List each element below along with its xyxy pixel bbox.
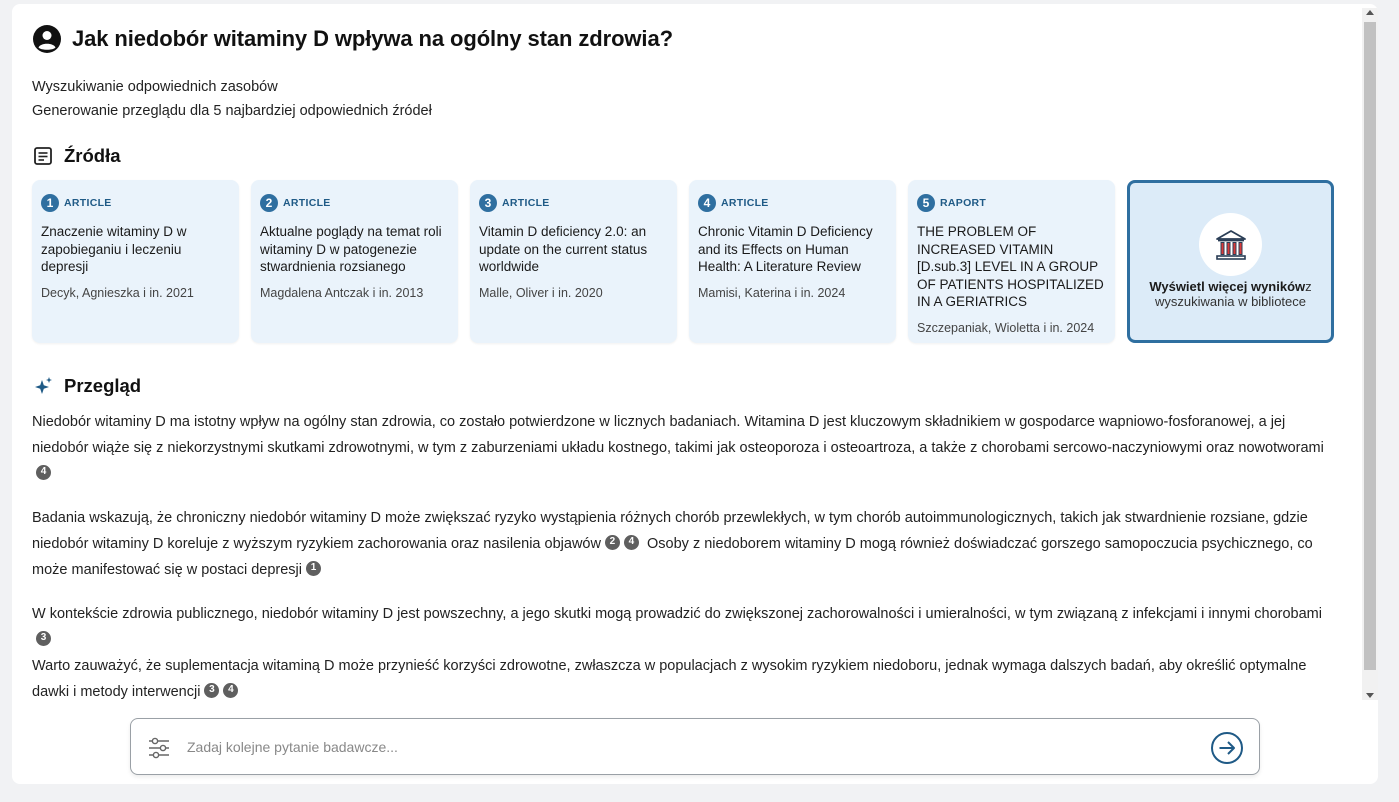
library-building-icon bbox=[1212, 226, 1250, 264]
overview-sentence: Osoby z niedoborem witaminy D mogą również doświadczać gorszego samopoczucia psychicznego, co może manifestować się w postaci depresji bbox=[32, 536, 1313, 578]
overview-paragraph-2 bbox=[32, 505, 1332, 583]
overview-heading bbox=[32, 375, 141, 397]
vertical-scrollbar[interactable] bbox=[1362, 8, 1378, 700]
status-searching: Wyszukiwanie odpowiednich zasobów bbox=[32, 79, 278, 95]
status-generating: Generowanie przeglądu dla 5 najbardziej odpowiednich źródeł bbox=[32, 103, 432, 119]
citation-badge[interactable]: 3 bbox=[36, 631, 51, 646]
citation-badge[interactable]: 2 bbox=[605, 535, 620, 550]
status-messages bbox=[32, 75, 432, 123]
scroll-down-arrow-icon[interactable] bbox=[1366, 693, 1374, 698]
overview-sentence: Badania wskazują, że chroniczny niedobór witaminy D może zwiększać ryzyko wystąpienia różnych chorób przewlekłych, w tym chorób autoimmunologicznych, takich jak stwardnienie rozsiane, gdzie niedobór witaminy D koreluje z wyższym ryzykiem zachorowania oraz nasilenia objawów bbox=[32, 510, 1308, 552]
library-icon-circle bbox=[1199, 213, 1262, 276]
overview-sentence: Niedobór witaminy D ma istotny wpływ na ogólny stan zdrowia, co zostało potwierdzone w licznych badaniach. Witamina D jest kluczowym składnikiem w gospodarce wapniowo-fosforanowej, a jej niedobór wiąże się z niekorzystnymi skutkami zdrowotnymi, w tym z zaburzeniami układu kostnego, takimi jak osteoporoza i osteoartroza, a także z chorobami sercowo-naczyniowymi oraz nowotworami bbox=[32, 414, 1324, 456]
question-title: Jak niedobór witaminy D wpływa na ogólny stan zdrowia? bbox=[72, 26, 673, 51]
source-type: ARTICLE bbox=[502, 197, 550, 209]
show-more-label-bold: Wyświetl więcej wyników bbox=[1149, 279, 1306, 294]
source-type: ARTICLE bbox=[721, 197, 769, 209]
source-title: THE PROBLEM OF INCREASED VITAMIN [D.sub.3] LEVEL IN A GROUP OF PATIENTS HOSPITALIZED IN A GERIATRICS bbox=[917, 224, 1104, 309]
source-card-2[interactable] bbox=[251, 180, 458, 343]
arrow-right-circle-icon[interactable] bbox=[1210, 731, 1244, 765]
source-meta: Magdalena Antczak i in. 2013 bbox=[260, 285, 424, 300]
sources-heading bbox=[32, 145, 121, 167]
sparkle-icon bbox=[32, 375, 54, 397]
show-more-label-rest: z wyszukiwania w bibliotece bbox=[1154, 279, 1312, 309]
show-more-results-button[interactable] bbox=[1127, 180, 1334, 343]
source-title: Znaczenie witaminy D w zapobieganiu i leczeniu depresji bbox=[41, 224, 187, 274]
source-title: Chronic Vitamin D Deficiency and its Effects on Human Health: A Literature Review bbox=[698, 224, 873, 274]
source-type: ARTICLE bbox=[64, 197, 112, 209]
source-type: ARTICLE bbox=[283, 197, 331, 209]
source-title: Aktualne poglądy na temat roli witaminy D w patogenezie stwardnienia rozsianego bbox=[260, 224, 442, 274]
scrollbar-thumb[interactable] bbox=[1364, 22, 1376, 670]
citation-badge[interactable]: 4 bbox=[36, 465, 51, 480]
source-card-1[interactable] bbox=[32, 180, 239, 343]
citation-badge[interactable]: 4 bbox=[624, 535, 639, 550]
overview-text bbox=[32, 409, 1332, 700]
overview-paragraph-3 bbox=[32, 601, 1332, 700]
source-number: 3 bbox=[479, 194, 497, 212]
source-number: 4 bbox=[698, 194, 716, 212]
show-more-label bbox=[1130, 279, 1331, 309]
source-number: 2 bbox=[260, 194, 278, 212]
source-meta: Decyk, Agnieszka i in. 2021 bbox=[41, 285, 194, 300]
source-card-4[interactable] bbox=[689, 180, 896, 343]
question-row bbox=[32, 24, 673, 54]
source-type: RAPORT bbox=[940, 197, 987, 209]
conversation-area[interactable] bbox=[12, 4, 1362, 700]
source-number: 1 bbox=[41, 194, 59, 212]
source-title: Vitamin D deficiency 2.0: an update on the current status worldwide bbox=[479, 224, 648, 274]
sliders-icon[interactable] bbox=[147, 736, 171, 760]
source-card-5[interactable] bbox=[908, 180, 1115, 343]
source-meta: Szczepaniak, Wioletta i in. 2024 bbox=[917, 321, 1095, 335]
overview-paragraph-1 bbox=[32, 409, 1332, 487]
source-meta: Malle, Oliver i in. 2020 bbox=[479, 285, 603, 300]
scroll-up-arrow-icon[interactable] bbox=[1366, 10, 1374, 15]
overview-heading-label: Przegląd bbox=[64, 375, 142, 396]
overview-sentence: W kontekście zdrowia publicznego, niedobór witaminy D jest powszechny, a jego skutki mogą prowadzić do zwiększonej zachorowalności i umieralności, w tym związaną z infekcjami i innymi chorobami bbox=[32, 606, 1322, 622]
overview-sentence: Warto zauważyć, że suplementacja witaminą D może przynieść korzyści zdrowotne, zwłaszcza w populacjach z wysokim ryzykiem niedoboru, jednak wymaga dalszych badań, aby określić optymalne dawki i metody interwencji bbox=[32, 658, 1307, 700]
citation-badge[interactable]: 4 bbox=[223, 683, 238, 698]
sources-heading-label: Źródła bbox=[64, 145, 121, 166]
source-number: 5 bbox=[917, 194, 935, 212]
follow-up-question-box bbox=[130, 718, 1260, 775]
citation-badge[interactable]: 1 bbox=[306, 561, 321, 576]
document-list-icon bbox=[32, 145, 54, 167]
source-meta: Mamisi, Katerina i in. 2024 bbox=[698, 285, 846, 300]
user-circle-icon bbox=[32, 24, 62, 54]
source-card-3[interactable] bbox=[470, 180, 677, 343]
main-panel bbox=[12, 4, 1378, 784]
follow-up-question-input[interactable] bbox=[187, 729, 1197, 765]
citation-badge[interactable]: 3 bbox=[204, 683, 219, 698]
